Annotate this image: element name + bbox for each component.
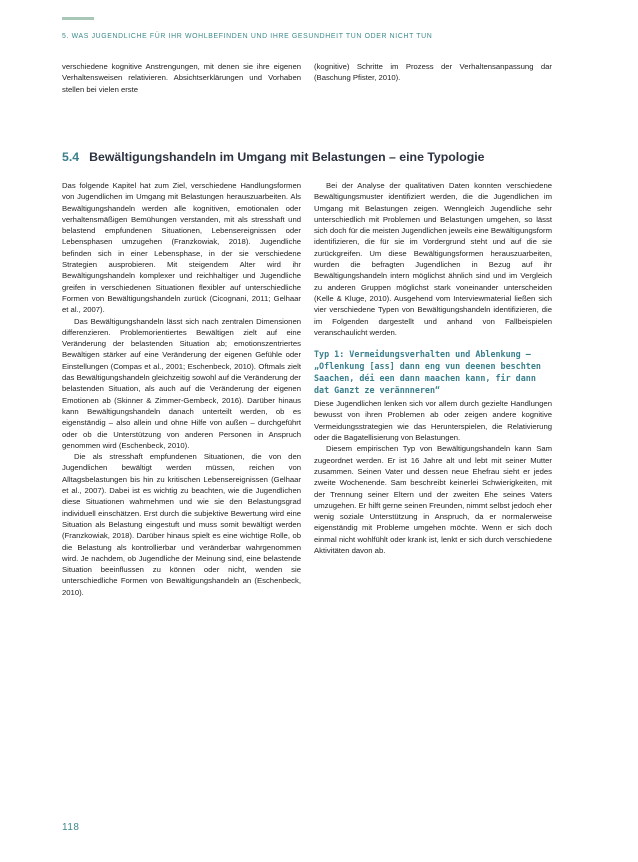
subheading-typ1: Typ 1: Vermeidungsverhalten und Ablenkung – „Oflenkung [ass] dann eng vun deenen beschten Saachen, déi een dann maachen kann, fir dann dat Ganzt ze verännneren“ [314,349,541,396]
paragraph: Bei der Analyse der qualitativen Daten konnten verschiedene Bewältigungsmuster identifiziert werden, die die Jugendlichen im Umgang mit Belastungen zeigen. Wenngleich Jugendliche sehr unterschiedlich mit Problemen und Belastungen umgehen, so lässt sich doch für die meisten Jugendlichen jeweils eine Bewältigungsform identifizieren, die für sie im Vordergrund steht und auf die sie zurückgreifen. Um diese Bewältigungsformen herauszuarbeiten, wurden die befragten Jugendlichen in Bezug auf ihr Bewältigungshandeln intern möglichst ähnlich sind und im Vergleich zu anderen Gruppen möglichst stark voneinander unterscheiden (Kelle & Kluge, 2010). Ausgehend vom Interviewmaterial ließen sich vier verschiedene Typen von Bewältigungshandeln identifizieren, die im Folgenden dargestellt und anhand von Fallbeispielen veranschaulicht werden. [314,181,552,337]
top-right-paragraph [314,61,552,84]
top-left-paragraph [62,61,301,95]
section-title: Bewältigungshandeln im Umgang mit Belastungen – eine Typologie [89,150,485,164]
section-number: 5.4 [62,150,80,164]
paragraph: Das Bewältigungshandeln lässt sich nach zentralen Dimensionen differenzieren. Problemorientiertes Bewältigen zielt auf eine Veränderung der belastenden Situation ab; emotionszentriertes Bewältigen stärker auf eine Veränderung der eigenen Gefühle oder Einstellungen (Compas et al., 2001; Eschenbeck, 2010). Oftmals zielt das Bewältigungshandeln gleichzeitig sowohl auf die Veränderung der belastenden Situation, als auch auf die Veränderung der eigenen Emotionen ab (Skinner & Zimmer-Gembeck, 2016). Darüber hinaus kann Bewältigungshandeln danach unterteilt werden, ob es eigenständig – also allein und ohne Hilfe von außen – durchgeführt oder ob die Unterstützung von anderen Personen in Anspruch genommen wird (Eschenbeck, 2010). [62,316,301,450]
paragraph: Die als stresshaft empfundenen Situationen, die von den Jugendlichen bewältigt werden müssen, reichen von Alltagsbelastungen bis hin zu kritischen Lebensereignissen (Gelhaar et al., 2007). Dabei ist es wichtig zu beachten, wie die Jugendlichen diese Situationen wahrnehmen und wie sie den Belastungsgrad individuell einschätzen. Erst durch die subjektive Bewertung wird eine Situation als Belastung eingestuft und muss somit bewältigt werden (Franzkowiak, 2018). Darüber hinaus spielt es eine wichtige Rolle, ob die Belastung als kontrollierbar und veränderbar wahrgenommen wird. Je nachdem, ob Jugendliche der Meinung sind, eine belastende Situation beeinflussen zu können oder nicht, wenden sie unterschiedliche Formen von Bewältigungshandeln an (Eschenbeck, 2010). [62,452,301,597]
paragraph: Diese Jugendlichen lenken sich vor allem durch gezielte Handlungen bewusst von ihren Problemen ab oder zeigen andere kognitive Vermeidungsstrategien wie das Herunterspielen, die Relativierung oder die Bagatellisierung von Belastungen. [314,399,552,443]
right-column [314,180,552,556]
running-header: 5. WAS JUGENDLICHE FÜR IHR WOHLBEFINDEN UND IHRE GESUNDHEIT TUN ODER NICHT TUN [62,33,433,40]
header-rule [62,17,94,20]
paragraph: Diesem empirischen Typ von Bewältigungshandeln kann Sam zugeordnet werden. Er ist 16 Jahre alt und lebt mit seiner Mutter zusammen. Seinen Vater und dessen neue Ehefrau sieht er jedes zweite Wochenende. Sam beschreibt keinerlei Schwierigkeiten, mit der Trennung seiner Eltern und der zweiten Ehe seines Vaters umzugehen. Er hilft gerne seinen Freunden, nimmt selbst jedoch eher wenig soziale Unterstützung in Anspruch, da er normalerweise eigenständig mit Probleme umgehen möchte. Wenn er sich doch einmal nicht wohlfühlt oder krank ist, lenkt er sich durch verschiedene Aktivitäten davon ab. [314,444,552,556]
paragraph: (kognitive) Schritte im Prozess der Verhaltensanpassung dar (Baschung Pfister, 2010). [314,62,552,83]
page-number: 118 [62,822,80,833]
paragraph: Das folgende Kapitel hat zum Ziel, verschiedene Handlungsformen von Jugendlichen im Umgang mit Belastungen herauszuarbeiten. Als Bewältigungshandeln werden alle kognitiven, emotionalen oder verhaltensmäßigen Bemühungen verstanden, mit als stresshaft und belastend empfundenen Situationen, Lebensereignissen oder Lebensphasen umzugehen (Franzkowiak, 2018). Jugendliche befinden sich in einer Lebensphase, in der sie verschiedene Strategien ausprobieren. Mit steigendem Alter wird ihr Bewältigungshandeln komplexer und reichhaltiger und Jugendliche greifen in verschiedenen Situationen flexibler auf unterschiedliche Formen von Bewältigungshandeln zurück (Cicognani, 2011; Gelhaar et al., 2007). [62,181,301,315]
section-heading [62,150,562,164]
paragraph: verschiedene kognitive Anstrengungen, mit denen sie ihre eigenen Verhaltensweisen relativieren. Absichtserklärungen und Vorhaben stellen bei vielen erste [62,62,301,94]
left-column [62,180,301,598]
